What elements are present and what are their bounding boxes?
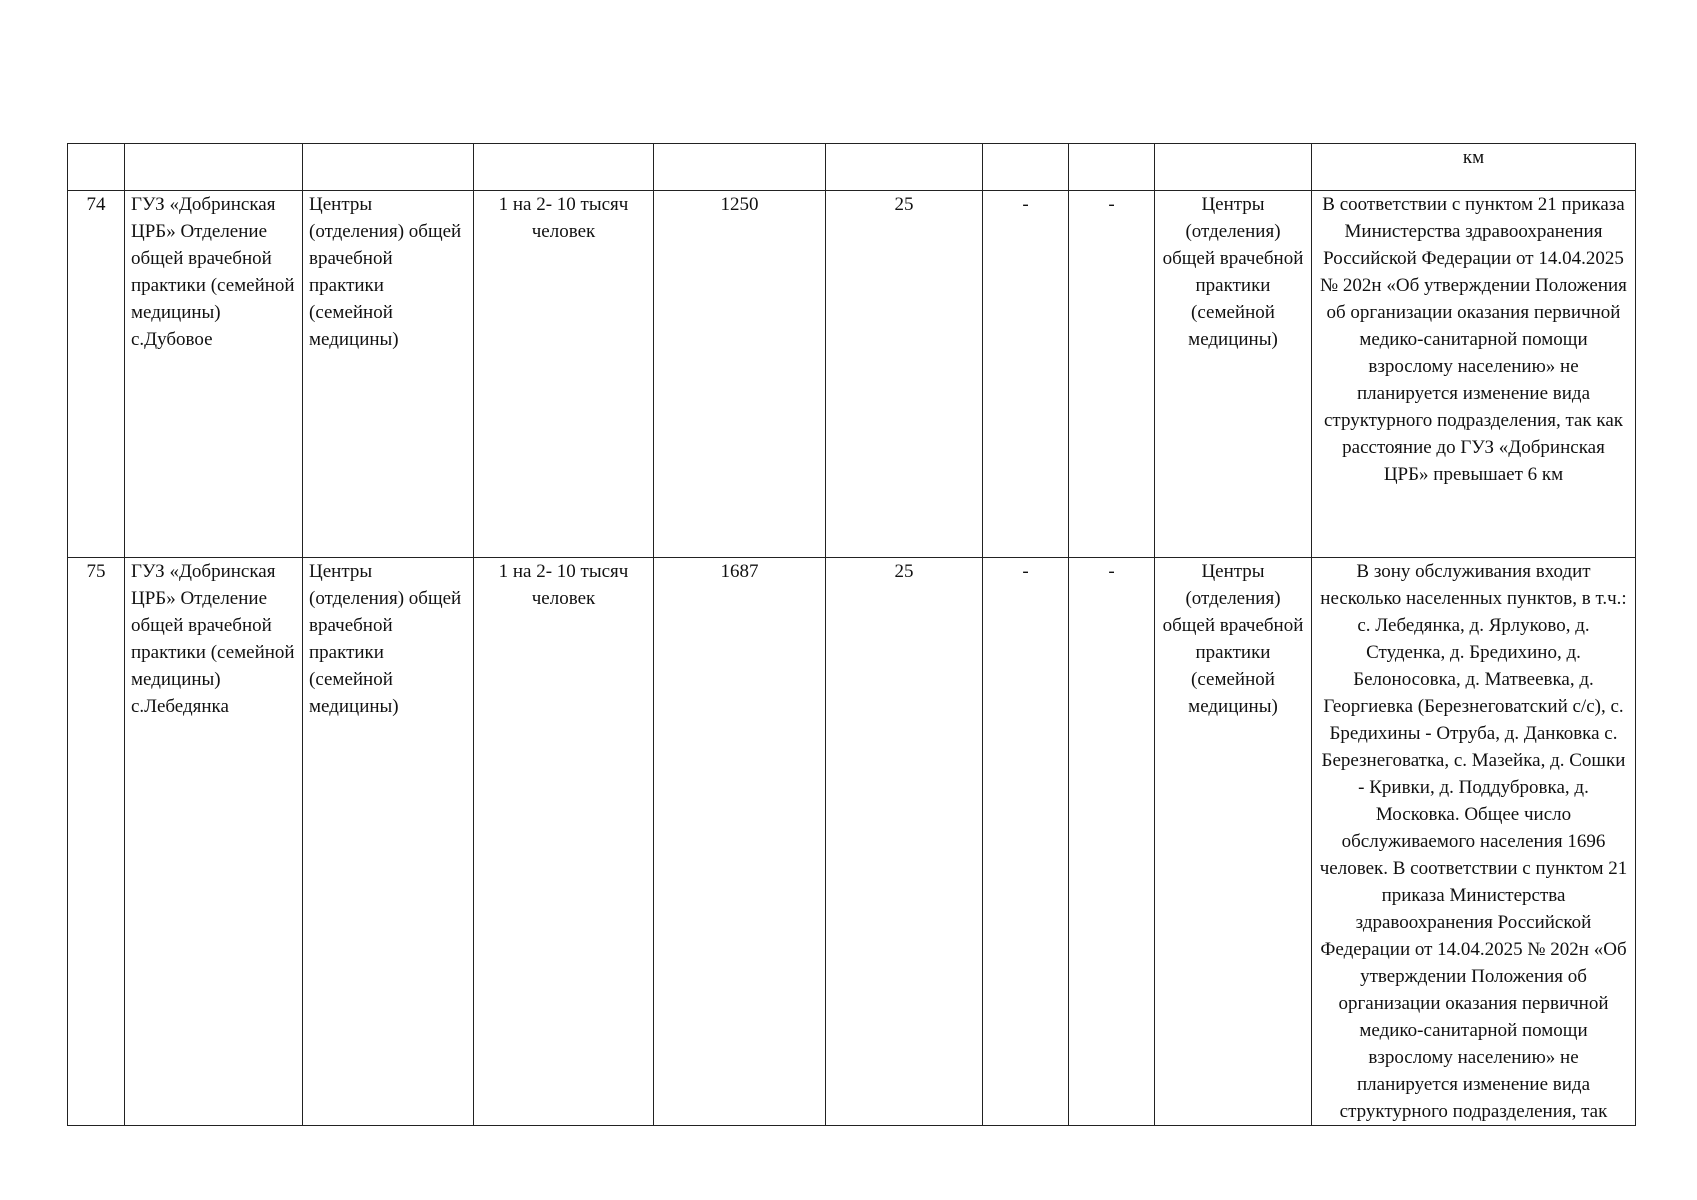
facility-type-cell (303, 558, 474, 1126)
value-cell (826, 558, 983, 1126)
institution-cell (125, 191, 303, 558)
norm-cell (474, 191, 654, 558)
table-cell (474, 144, 654, 191)
row-number-cell (68, 191, 125, 558)
note-cell (1312, 558, 1636, 1126)
value-text: 25 (894, 194, 914, 215)
table-cell (1155, 144, 1312, 191)
planned-type-cell (1155, 191, 1312, 558)
dash-text: - (1022, 194, 1029, 215)
table-cell (826, 144, 983, 191)
note-text: В зону обслуживания входит несколько населенных пунктов, в т.ч.: с. Лебедянка, д. Ярлуково, д. Студенка, д. Бредихино, д. Белоносовка, д. Матвеевка, д. Георгиевка (Березнеговатский с/с), с. Бредихины - Отруба, д. Данковка с. Березнеговатка, с. Мазейка, д. Сошки - Кривки, д. Поддубровка, д. Московка. Общее число обслуживаемого населения 1696 человек. В соответствии с пунктом 21 приказа Министерства здравоохранения Российской Федерации от 14.04.2025 № 202н «Об утверждении Положения об организации оказания первичной медико-санитарной помощи взрослому населению» не планируется изменение вида структурного подразделения, так (1319, 561, 1628, 1122)
table-cell (1069, 144, 1155, 191)
table-row (68, 191, 1636, 558)
row-number: 75 (86, 561, 106, 582)
norm-text: 1 на 2- 10 тысяч человек (498, 561, 629, 609)
note-cell (1312, 191, 1636, 558)
note-text: В соответствии с пунктом 21 приказа Министерства здравоохранения Российской Федерации от 14.04.2025 № 202н «Об утверждении Положения об организации оказания первичной медико-санитарной помощи взрослому населению» не планируется изменение вида структурного подразделения, так как расстояние до ГУЗ «Добринская ЦРБ» превышает 6 км (1320, 194, 1627, 485)
table-cell (303, 144, 474, 191)
institution-text: ГУЗ «Добринская ЦРБ» Отделение общей врачебной практики (семейной медицины) с.Дубовое (131, 194, 295, 350)
facility-type-text: Центры (отделения) общей врачебной практики (семейной медицины) (309, 194, 462, 350)
population-value: 1250 (720, 194, 759, 215)
institution-text: ГУЗ «Добринская ЦРБ» Отделение общей врачебной практики (семейной медицины) с.Лебедянка (131, 561, 295, 717)
facility-type-cell (303, 191, 474, 558)
value-cell (826, 191, 983, 558)
dash-cell (1069, 558, 1155, 1126)
planned-type-text: Центры (отделения) общей врачебной практики (семейной медицины) (1162, 194, 1304, 350)
table-cell (983, 144, 1069, 191)
planned-type-cell (1155, 558, 1312, 1126)
dash-text: - (1022, 561, 1029, 582)
norm-cell (474, 558, 654, 1126)
table-cell (68, 144, 125, 191)
dash-text: - (1108, 194, 1115, 215)
note-cell (1312, 144, 1636, 191)
population-cell (654, 191, 826, 558)
table-row-continuation (68, 144, 1636, 191)
planned-type-text: Центры (отделения) общей врачебной практики (семейной медицины) (1162, 561, 1304, 717)
table-row (68, 558, 1636, 1126)
dash-cell (983, 191, 1069, 558)
population-value: 1687 (720, 561, 759, 582)
population-cell (654, 558, 826, 1126)
value-text: 25 (894, 561, 914, 582)
institution-cell (125, 558, 303, 1126)
dash-cell (983, 558, 1069, 1126)
dash-cell (1069, 191, 1155, 558)
row-number: 74 (86, 194, 106, 215)
table-cell (654, 144, 826, 191)
facility-type-text: Центры (отделения) общей врачебной практики (семейной медицины) (309, 561, 462, 717)
dash-text: - (1108, 561, 1115, 582)
facilities-table (67, 143, 1636, 1126)
table-cell (125, 144, 303, 191)
norm-text: 1 на 2- 10 тысяч человек (498, 194, 629, 242)
note-text: км (1462, 147, 1485, 168)
row-number-cell (68, 558, 125, 1126)
